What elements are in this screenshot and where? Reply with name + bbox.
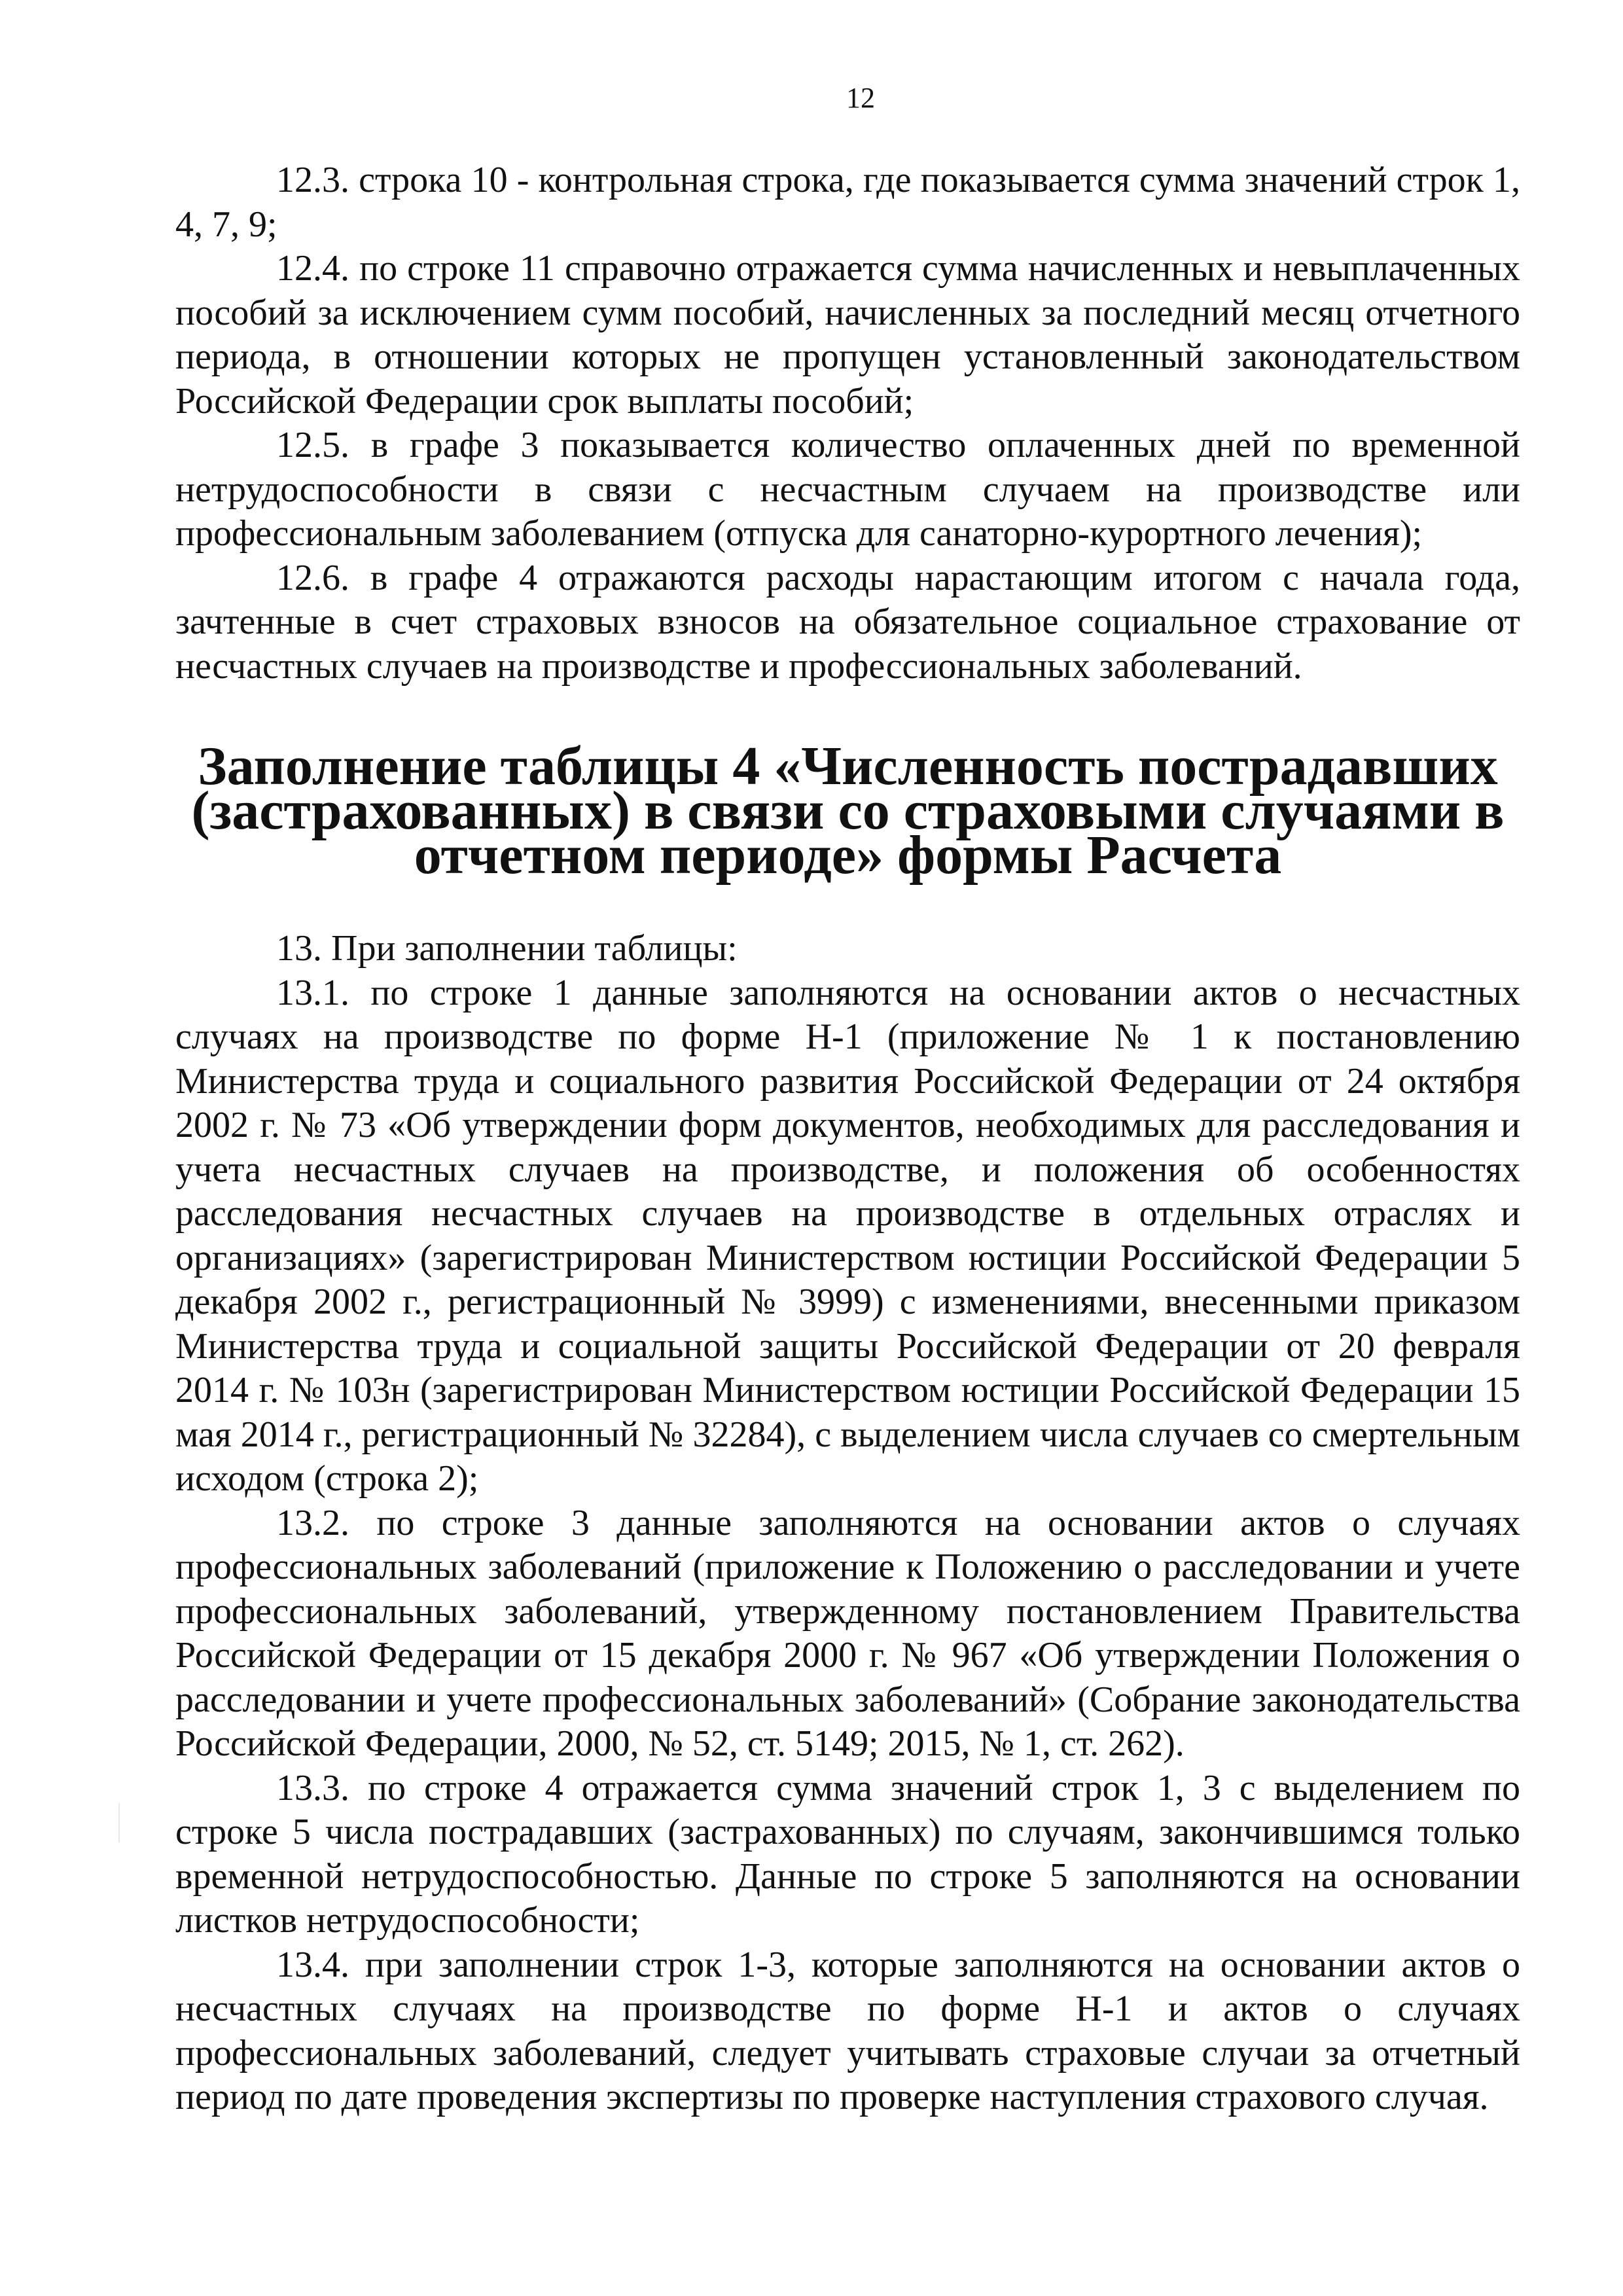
scan-edge-mark xyxy=(118,1803,120,1842)
paragraph-13-3: 13.3. по строке 4 отражается сумма значений строк 1, 3 с выделением по строке 5 числа пострадавших (застрахованных) по случаям, закончившимся только временной нетрудоспособностью. Данные по строке 5 заполняются на основании листков нетрудоспособности; xyxy=(175,1767,1520,1941)
paragraph-12-4: 12.4. по строке 11 справочно отражается сумма начисленных и невыплаченных пособий за исключением сумм пособий, начисленных за последний месяц отчетного периода, в отношении которых не пропущен установленный законодательством Российской Федерации срок выплаты пособий; xyxy=(175,248,1520,422)
page-number: 12 xyxy=(846,82,875,114)
section-heading: Заполнение таблицы 4 «Численность пострадавших (застрахованных) в связи со страховыми случаями в отчетном периоде» формы Расчета xyxy=(191,736,1505,886)
document-body xyxy=(175,158,1520,2120)
paragraph-12-6: 12.6. в графе 4 отражаются расходы нарастающим итогом с начала года, зачтенные в счет страховых взносов на обязательное социальное страхование от несчастных случаев на производстве и профессиональных заболеваний. xyxy=(175,557,1520,687)
paragraph-13-1: 13.1. по строке 1 данные заполняются на основании актов о несчастных случаях на производстве по форме Н-1 (приложение № 1 к постановлению Министерства труда и социального развития Российской Федерации от 24 октября 2002 г. № 73 «Об утверждении форм документов, необходимых для расследования и учета несчастных случаев на производстве, и положения об особенностях расследования несчастных случаев на производстве в отдельных отраслях и организациях» (зарегистрирован Министерством юстиции Российской Федерации 5 декабря 2002 г., регистрационный № 3999) с изменениями, внесенными приказом Министерства труда и социальной защиты Российской Федерации от 20 февраля 2014 г. № 103н (зарегистрирован Министерством юстиции Российской Федерации 15 мая 2014 г., регистрационный № 32284), с выделением числа случаев со смертельным исходом (строка 2); xyxy=(175,972,1520,1499)
paragraph-13: 13. При заполнении таблицы: xyxy=(276,928,738,969)
paragraph-13-4: 13.4. при заполнении строк 1-3, которые заполняются на основании актов о несчастных случаях на производстве по форме Н-1 и актов о случаях профессиональных заболеваний, следует учитывать страховые случаи за отчетный период по дате проведения экспертизы по проверке наступления страхового случая. xyxy=(175,1944,1520,2117)
paragraph-13-2: 13.2. по строке 3 данные заполняются на основании актов о случаях профессиональных заболеваний (приложение к Положению о расследовании и учете профессиональных заболеваний, утвержденному постановлением Правительства Российской Федерации от 15 декабря 2000 г. № 967 «Об утверждении Положения о расследовании и учете профессиональных заболеваний» (Собрание законодательства Российской Федерации, 2000, № 52, ст. 5149; 2015, № 1, ст. 262). xyxy=(175,1502,1520,1764)
paragraph-12-3: 12.3. строка 10 - контрольная строка, где показывается сумма значений строк 1, 4, 7, 9; xyxy=(175,160,1520,245)
paragraph-12-5: 12.5. в графе 3 показывается количество оплаченных дней по временной нетрудоспособности в связи с несчастным случаем на производстве или профессиональным заболеванием (отпуска для санаторно-курортного лечения); xyxy=(175,425,1520,554)
